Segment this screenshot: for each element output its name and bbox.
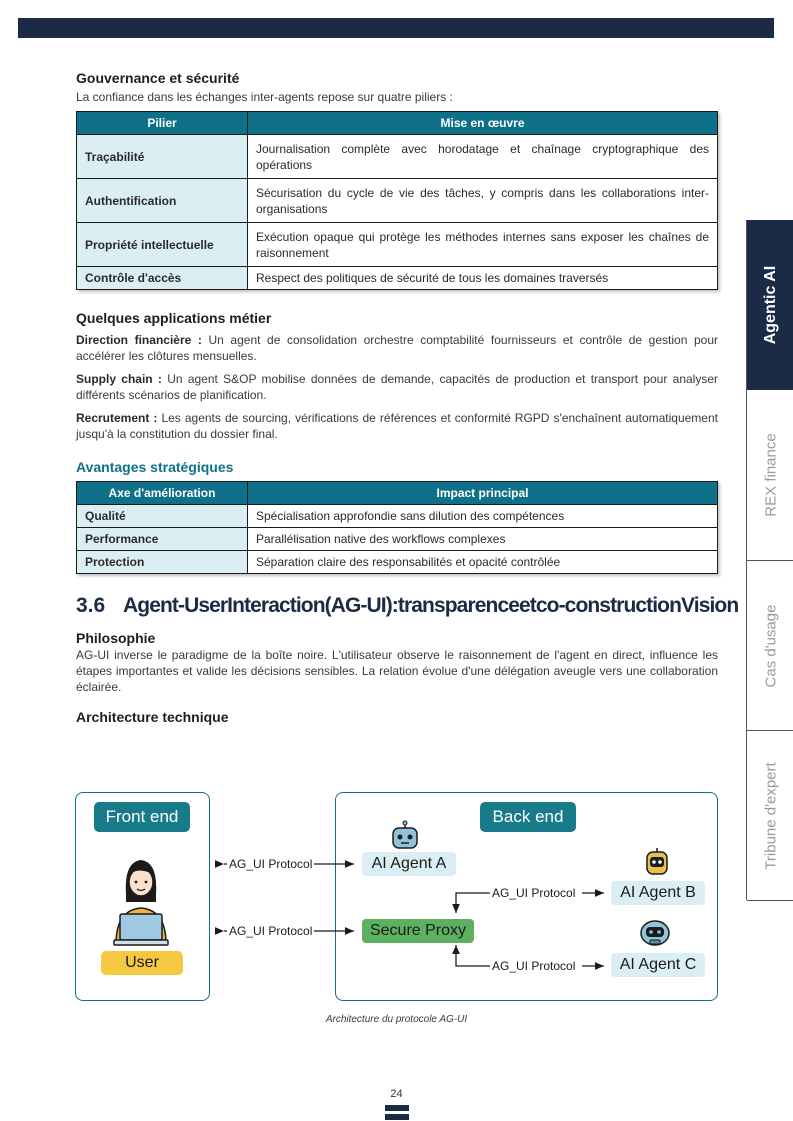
- application-text: Les agents de sourcing, vérifications de références et conformité RGPD s'enchaînent automatiquement jusqu'à la constitution du dossier final.: [76, 411, 718, 441]
- architecture-diagram: [74, 790, 720, 1005]
- table-row: [77, 505, 718, 528]
- section-heading: [76, 594, 739, 618]
- table-row: [77, 223, 718, 267]
- tab-label: Agentic AI: [761, 265, 779, 345]
- axis-cell: Qualité: [77, 505, 248, 528]
- axis-cell: Performance: [77, 528, 248, 551]
- governance-table: [76, 111, 718, 290]
- tab-cas-usage[interactable]: [747, 561, 793, 731]
- tab-tribune-expert[interactable]: [747, 731, 793, 901]
- application-text: Un agent S&OP mobilise données de demande, capacités de production et transport pour analyser différents scénarios de planification.: [76, 372, 718, 402]
- agent-a-box: AI Agent A: [362, 852, 456, 876]
- application-label: Direction financière :: [76, 333, 202, 347]
- chapter-sidebar: [746, 220, 793, 900]
- table-header: Impact principal: [248, 482, 718, 505]
- application-paragraph: [76, 332, 718, 364]
- table-row: [77, 135, 718, 179]
- protocol-label: AG_UI Protocol: [492, 886, 576, 900]
- page-marker: [385, 1105, 409, 1111]
- page-number: 24: [390, 1088, 403, 1100]
- pillar-cell: Traçabilité: [77, 135, 248, 179]
- advantages-table: [76, 481, 718, 574]
- tab-rex-finance[interactable]: [747, 390, 793, 561]
- table-row: [77, 528, 718, 551]
- pillar-cell: Contrôle d'accès: [77, 267, 248, 290]
- protocol-arrows: [74, 790, 720, 1005]
- section-title: Agent-UserInteraction(AG-UI):transparenceetco-constructionVision: [123, 594, 739, 617]
- application-text: Un agent de consolidation orchestre comptabilité fournisseurs et contrôle de gestion pour accélérer les clôtures mensuelles.: [76, 333, 718, 363]
- front-end-label: Front end: [94, 802, 190, 832]
- table-header: Pilier: [77, 112, 248, 135]
- protocol-label: AG_UI Protocol: [229, 857, 313, 871]
- secure-proxy-box: Secure Proxy: [362, 919, 474, 943]
- implementation-cell: Exécution opaque qui protège les méthodes internes sans exposer les chaînes de raisonnement: [248, 223, 718, 267]
- table-header: Mise en œuvre: [248, 112, 718, 135]
- architecture-title: Architecture technique: [76, 709, 229, 725]
- user-label: User: [101, 951, 183, 975]
- implementation-cell: Respect des politiques de sécurité de tous les domaines traversés: [248, 267, 718, 290]
- table-header: Axe d'amélioration: [77, 482, 248, 505]
- top-banner: [18, 18, 774, 38]
- agent-c-box: AI Agent C: [611, 953, 705, 977]
- philosophy-title: Philosophie: [76, 630, 156, 646]
- impact-cell: Spécialisation approfondie sans dilution des compétences: [248, 505, 718, 528]
- tab-label: REX finance: [762, 433, 779, 517]
- figure-caption: Architecture du protocole AG-UI: [325, 1014, 468, 1025]
- tab-agentic-ai[interactable]: [747, 220, 793, 390]
- implementation-cell: Sécurisation du cycle de vie des tâches, y compris dans les collaborations inter-organisations: [248, 179, 718, 223]
- back-end-label: Back end: [480, 802, 576, 832]
- application-paragraph: [76, 410, 718, 442]
- table-row: [77, 267, 718, 290]
- pillar-cell: Authentification: [77, 179, 248, 223]
- page-marker: [385, 1114, 409, 1120]
- protocol-label: AG_UI Protocol: [229, 924, 313, 938]
- tab-label: Tribune d'expert: [762, 761, 779, 870]
- section-number: 3.6: [76, 594, 106, 617]
- table-row: [77, 179, 718, 223]
- application-paragraph: [76, 371, 718, 403]
- implementation-cell: Journalisation complète avec horodatage et chaînage cryptographique des opérations: [248, 135, 718, 179]
- applications-title: Quelques applications métier: [76, 310, 272, 326]
- philosophy-text: AG-UI inverse le paradigme de la boîte noire. L'utilisateur observe le raisonnement de l'agent en direct, influence les étapes importantes et valide les décisions sensibles. La relation évolue d'une délégation aveugle vers une collaboration éclairée.: [76, 648, 718, 694]
- governance-intro: La confiance dans les échanges inter-agents repose sur quatre piliers :: [76, 90, 453, 104]
- governance-title: Gouvernance et sécurité: [76, 70, 240, 86]
- pillar-cell: Propriété intellectuelle: [77, 223, 248, 267]
- table-row: [77, 551, 718, 574]
- tab-label: Cas d'usage: [762, 604, 779, 687]
- impact-cell: Parallélisation native des workflows complexes: [248, 528, 718, 551]
- impact-cell: Séparation claire des responsabilités et opacité contrôlée: [248, 551, 718, 574]
- axis-cell: Protection: [77, 551, 248, 574]
- advantages-title: Avantages stratégiques: [76, 459, 234, 475]
- application-label: Recrutement :: [76, 411, 158, 425]
- agent-b-box: AI Agent B: [611, 881, 705, 905]
- application-label: Supply chain :: [76, 372, 162, 386]
- protocol-label: AG_UI Protocol: [492, 959, 576, 973]
- page-content: [76, 70, 739, 725]
